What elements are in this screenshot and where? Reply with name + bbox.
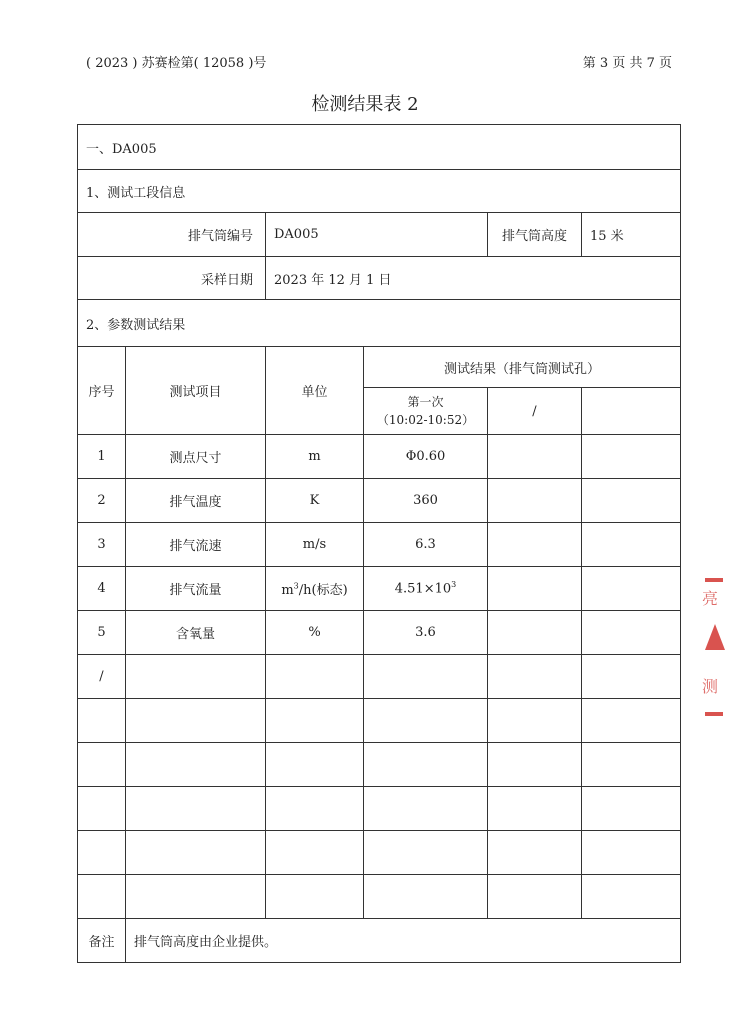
stamp-char-top: 亮 [702, 589, 719, 608]
result-table-sheet [77, 124, 680, 962]
row-seq: 1 [78, 435, 126, 479]
table-row-empty [78, 831, 681, 875]
report-number: ( 2023 ) 苏赛检第( 12058 )号 [86, 56, 267, 71]
row-cell-empty [582, 435, 681, 479]
row-unit: K [266, 479, 364, 523]
stamp-char-bottom: 测 [702, 677, 719, 696]
sampling-date-label: 采样日期 [78, 257, 266, 300]
stack-height-value: 15 米 [582, 213, 681, 257]
section-header-params: 2、参数测试结果 [78, 300, 681, 347]
row-cell-empty [488, 655, 582, 699]
table-row-empty [78, 787, 681, 831]
table-row [78, 435, 681, 479]
row-cell-empty [488, 567, 582, 611]
stamp-bar [705, 578, 723, 582]
row-value: 6.3 [364, 523, 488, 567]
table-row [78, 479, 681, 523]
col-header-unit: 单位 [266, 347, 364, 435]
row-cell-empty [488, 611, 582, 655]
unit-rest: /h(标态) [298, 583, 348, 598]
row-unit: m [266, 435, 364, 479]
row-seq: 3 [78, 523, 126, 567]
row-item: 含氧量 [126, 611, 266, 655]
row-cell-empty [582, 479, 681, 523]
row-cell-empty [582, 655, 681, 699]
col-header-empty [582, 388, 681, 435]
row-value: 360 [364, 479, 488, 523]
col-header-first [364, 388, 488, 435]
stamp-triangle [705, 624, 725, 650]
col-header-slash: / [488, 388, 582, 435]
row-cell-empty [488, 479, 582, 523]
table-row [78, 567, 681, 611]
remark-row [78, 919, 681, 963]
stack-no-label: 排气筒编号 [78, 213, 266, 257]
seal-stamp-icon [700, 570, 730, 720]
row-unit: % [266, 611, 364, 655]
table-row [78, 655, 681, 699]
row-unit [266, 655, 364, 699]
row-cell-empty [582, 611, 681, 655]
sampling-date-value: 2023 年 12 月 1 日 [266, 257, 681, 300]
stack-no-value: DA005 [266, 213, 488, 257]
row-cell-empty [582, 523, 681, 567]
remark-label: 备注 [78, 919, 126, 963]
row-value: Φ0.60 [364, 435, 488, 479]
row-cell-empty [582, 567, 681, 611]
value-sup: 3 [451, 580, 457, 590]
row-seq: 2 [78, 479, 126, 523]
first-label: 第一次 [407, 395, 444, 409]
row-value [364, 655, 488, 699]
row-item: 排气流量 [126, 567, 266, 611]
row-cell-empty [488, 435, 582, 479]
unit-base: m [281, 583, 294, 598]
row-value [364, 567, 488, 611]
row-seq: 4 [78, 567, 126, 611]
col-header-item: 测试项目 [126, 347, 266, 435]
row-cell-empty [488, 523, 582, 567]
result-table [77, 124, 681, 963]
row-item: 排气流速 [126, 523, 266, 567]
row-unit: m/s [266, 523, 364, 567]
row-value: 3.6 [364, 611, 488, 655]
row-item: 排气温度 [126, 479, 266, 523]
section-header-info: 1、测试工段信息 [78, 170, 681, 213]
table-row-empty [78, 743, 681, 787]
stamp-bar [705, 712, 723, 716]
row-seq: / [78, 655, 126, 699]
row-item: 测点尺寸 [126, 435, 266, 479]
table-row-empty [78, 699, 681, 743]
stack-height-label: 排气筒高度 [488, 213, 582, 257]
unit-sup: 3 [293, 581, 299, 591]
value-base: 4.51×10 [394, 581, 452, 597]
section-header-da005: 一、DA005 [78, 125, 681, 170]
page-info: 第 3 页 共 7 页 [582, 56, 672, 71]
table-row-empty [78, 875, 681, 919]
row-seq: 5 [78, 611, 126, 655]
row-item [126, 655, 266, 699]
remark-text: 排气筒高度由企业提供。 [126, 919, 681, 963]
col-header-seq: 序号 [78, 347, 126, 435]
row-unit [266, 567, 364, 611]
table-row [78, 611, 681, 655]
page-title: 检测结果表 2 [311, 94, 419, 115]
col-header-result: 测试结果（排气筒测试孔） [364, 347, 681, 388]
first-time: （10:02-10:52） [376, 413, 475, 427]
table-row [78, 523, 681, 567]
